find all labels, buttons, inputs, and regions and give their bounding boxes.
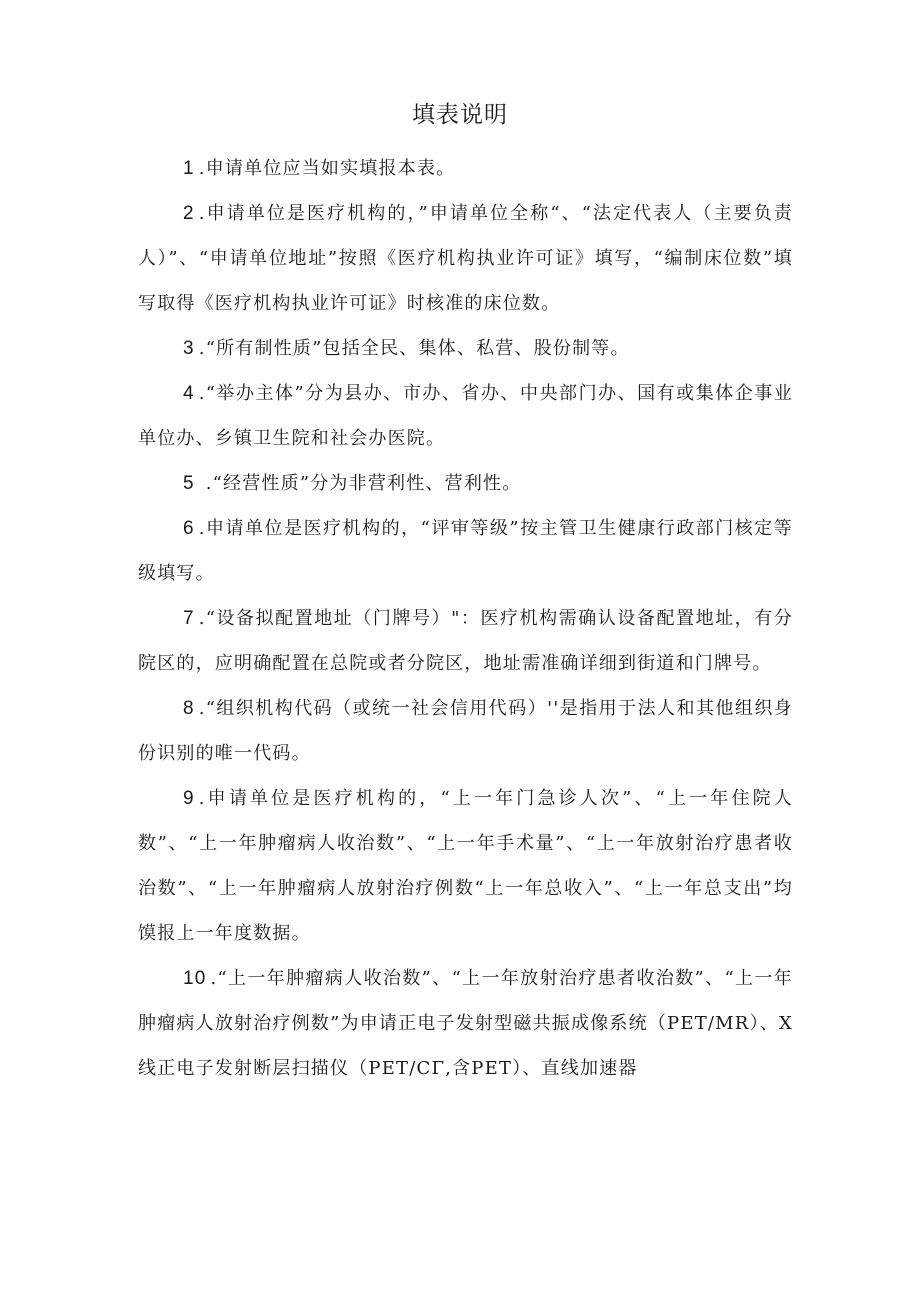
item-number: 6 bbox=[183, 518, 195, 539]
instruction-item bbox=[138, 326, 793, 371]
item-text: .“所有制性质”包括全民、集体、私营、股份制等。 bbox=[198, 338, 630, 359]
item-text: .“经营性质”分为非营利性、营利性。 bbox=[198, 473, 522, 494]
instruction-item bbox=[138, 191, 793, 326]
instruction-item bbox=[138, 146, 793, 191]
item-number: 4 bbox=[183, 383, 195, 404]
instruction-item bbox=[138, 371, 793, 461]
page-title: 填表说明 bbox=[412, 102, 508, 128]
instruction-item bbox=[138, 596, 793, 686]
item-number: 9 bbox=[183, 788, 195, 809]
item-number: 10 bbox=[183, 968, 207, 989]
item-text: .申请单位应当如实填报本表。 bbox=[198, 158, 456, 179]
item-text: .申请单位是医疗机构的，“上一年门急诊人次”、“上一年住院人数”、“上一年肿瘤病人收治数”、“上一年手术量”、“上一年放射治疗患者收治数”、“上一年肿瘤病人放射治疗例数“上一年总收入”、“上一年总支出”均馍报上一年度数据。 bbox=[138, 788, 793, 944]
item-text: .申请单位是医疗机构的，“评审等级”按主管卫生健康行政部门核定等级填写。 bbox=[138, 518, 793, 584]
item-number: 2 bbox=[183, 203, 195, 224]
item-text: .“举办主体”分为县办、市办、省办、中央部门办、国有或集体企事业单位办、乡镇卫生院和社会办医院。 bbox=[138, 383, 793, 449]
instruction-item bbox=[138, 461, 793, 506]
instruction-item bbox=[138, 506, 793, 596]
item-number: 8 bbox=[183, 698, 195, 719]
item-number: 1 bbox=[183, 158, 195, 179]
instructions-body bbox=[138, 146, 793, 1091]
item-number: 5 bbox=[183, 473, 195, 494]
instruction-item bbox=[138, 776, 793, 956]
item-number: 3 bbox=[183, 338, 195, 359]
item-text: .申请单位是医疗机构的，”申请单位全称“、“法定代表人（主要负责人）”、“申请单位地址”按照《医疗机构执业许可证》填写，“编制床位数”填写取得《医疗机构执业许可证》时核准的床位数。 bbox=[138, 203, 793, 314]
instruction-item bbox=[138, 956, 793, 1091]
instruction-item bbox=[138, 686, 793, 776]
item-number: 7 bbox=[183, 608, 195, 629]
item-text: .“设备拟配置地址（门牌号）"：医疗机构需确认设备配置地址，有分院区的，应明确配置在总院或者分院区，地址需准确详细到街道和门牌号。 bbox=[138, 608, 793, 674]
item-text: .“组织机构代码（或统一社会信用代码）''是指用于法人和其他组织身份识别的唯一代码。 bbox=[138, 698, 793, 764]
item-text: .“上一年肿瘤病人收治数”、“上一年放射治疗患者收治数”、“上一年肿瘤病人放射治疗例数”为申请正电子发射型磁共振成像系统（PET/MR）、X线正电子发射断层扫描仪（PET/CΓ,含PET）、直线加速器 bbox=[138, 968, 793, 1079]
